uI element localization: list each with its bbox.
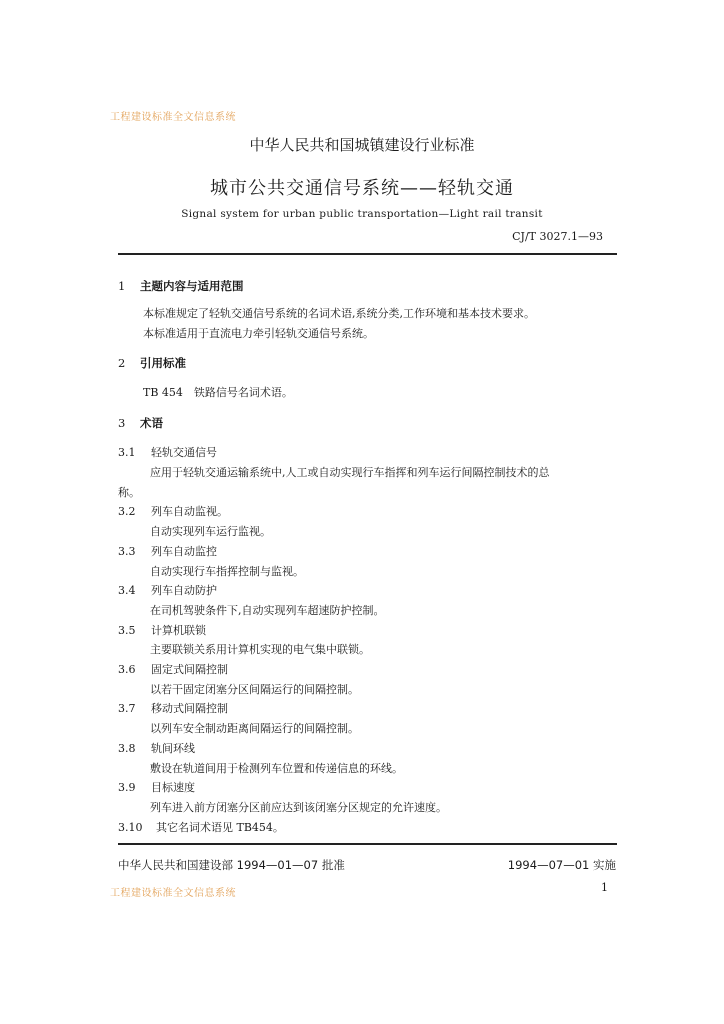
term-definition: 应用于轻轨交通运输系统中,人工或自动实现行车指挥和列车运行间隔控制技术的总	[150, 466, 550, 479]
issuing-org: 中华人民共和国城镇建设行业标准	[249, 136, 475, 154]
paragraph: 本标准规定了轻轨交通信号系统的名词术语,系统分类,工作环境和基本技术要求。	[143, 307, 535, 320]
term-number: 3.4	[118, 584, 136, 597]
page-number: 1	[601, 881, 608, 894]
term-number: 3.1	[118, 446, 136, 459]
term-number: 3.9	[118, 781, 136, 794]
term-entry	[118, 582, 217, 598]
term-number: 3.6	[118, 663, 136, 676]
term-name: 移动式间隔控制	[151, 702, 228, 715]
document-title-english: Signal system for urban public transportation—Light rail transit	[181, 208, 543, 220]
term-number: 3.10	[118, 821, 143, 834]
approval-date: 中华人民共和国建设部 1994—01—07 批准	[118, 858, 345, 872]
section-number: 1	[118, 279, 126, 293]
term-name: 轨间环线	[151, 742, 195, 755]
term-entry	[118, 779, 195, 795]
standard-code: CJ/T 3027.1—93	[512, 230, 603, 243]
term-name: 列车自动防护	[151, 584, 217, 597]
paragraph: TB 454 铁路信号名词术语。	[143, 386, 293, 399]
term-name: 计算机联锁	[151, 624, 206, 637]
term-entry	[118, 740, 195, 756]
section-number: 2	[118, 356, 126, 370]
term-entry	[118, 543, 217, 559]
term-definition: 以若干固定闭塞分区间隔运行的间隔控制。	[150, 683, 359, 696]
watermark-top: 工程建设标准全文信息系统	[110, 112, 236, 123]
term-name: 固定式间隔控制	[151, 663, 228, 676]
term-definition: 列车进入前方闭塞分区前应达到该闭塞分区规定的允许速度。	[150, 801, 447, 814]
term-entry	[118, 819, 284, 835]
term-name: 轻轨交通信号	[151, 446, 217, 459]
term-entry	[118, 661, 228, 677]
header-divider	[118, 253, 617, 255]
section-title: 术语	[140, 416, 163, 430]
term-definition: 以列车安全制动距离间隔运行的间隔控制。	[150, 722, 359, 735]
term-definition: 自动实现行车指挥控制与监视。	[150, 565, 304, 578]
term-number: 3.5	[118, 624, 136, 637]
term-number: 3.3	[118, 545, 136, 558]
watermark-bottom: 工程建设标准全文信息系统	[110, 888, 236, 899]
document-title: 城市公共交通信号系统——轻轨交通	[210, 178, 514, 199]
term-number: 3.7	[118, 702, 136, 715]
section-heading	[118, 415, 163, 431]
section-number: 3	[118, 416, 126, 430]
term-definition: 自动实现列车运行监视。	[150, 525, 271, 538]
term-entry	[118, 444, 217, 460]
effective-date: 1994—07—01 实施	[507, 858, 616, 872]
term-definition: 主要联锁关系用计算机实现的电气集中联锁。	[150, 643, 370, 656]
term-name: 列车自动监视。	[151, 505, 228, 518]
section-heading	[118, 355, 186, 371]
term-entry	[118, 503, 228, 519]
term-entry	[118, 700, 228, 716]
paragraph: 本标准适用于直流电力牵引轻轨交通信号系统。	[143, 327, 374, 340]
term-definition: 敷设在轨道间用于检测列车位置和传递信息的环线。	[150, 762, 403, 775]
section-title: 主题内容与适用范围	[140, 279, 244, 293]
term-number: 3.8	[118, 742, 136, 755]
section-title: 引用标准	[140, 356, 186, 370]
term-name: 列车自动监控	[151, 545, 217, 558]
section-heading	[118, 278, 244, 294]
term-definition: 在司机驾驶条件下,自动实现列车超速防护控制。	[150, 604, 385, 617]
term-name: 其它名词术语见 TB454。	[156, 821, 284, 834]
term-name: 目标速度	[151, 781, 195, 794]
footer-divider	[118, 843, 617, 845]
term-entry	[118, 622, 206, 638]
term-definition-continued: 称。	[118, 486, 140, 499]
term-number: 3.2	[118, 505, 136, 518]
